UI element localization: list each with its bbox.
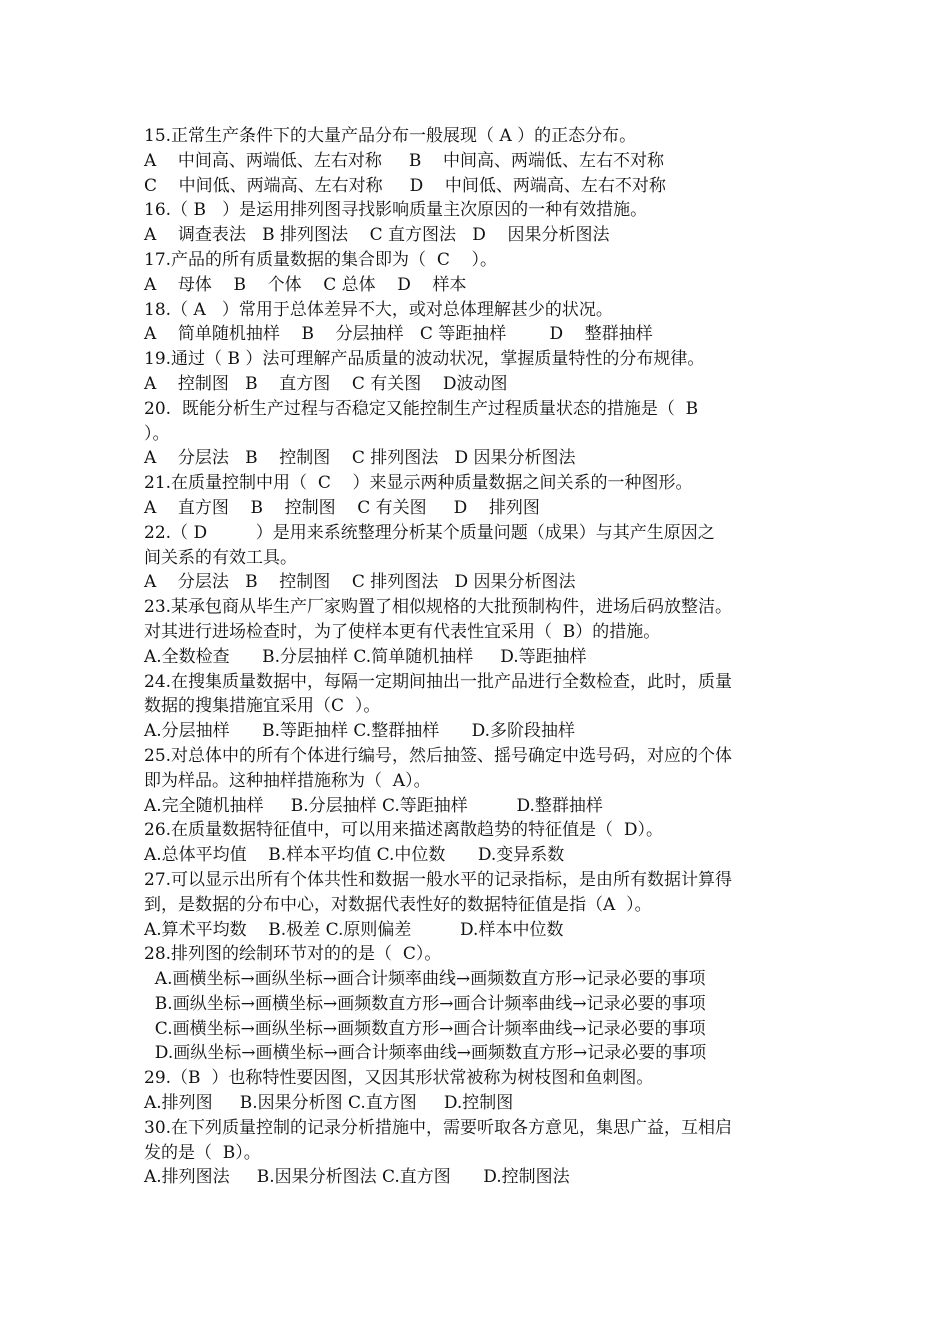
question-25-stem: 25.对总体中的所有个体进行编号，然后抽签、摇号确定中选号码，对应的个体: [144, 745, 733, 766]
question-15-stem: 15.正常生产条件下的大量产品分布一般展现（ A ）的正态分布。: [144, 126, 637, 146]
question-30-stem: 30.在下列质量控制的记录分析措施中，需要听取各方意见，集思广益，互相启: [144, 1117, 733, 1138]
question-21-stem: 21.在质量控制中用（ C ）来显示两种质量数据之间关系的一种图形。: [144, 473, 693, 494]
question-22-options: A 分层法 B 控制图 C 排列图法 D 因果分析图法: [144, 572, 576, 593]
question-19-stem: 19.通过（ B ）法可理解产品质量的波动状况，掌握质量特性的分布规律。: [144, 349, 705, 370]
question-23-stem: 23.某承包商从毕生产厂家购置了相似规格的大批预制构件，进场后码放整洁。: [144, 597, 733, 618]
question-20-stem-cont: ）。: [144, 423, 170, 444]
question-27-stem-cont: 到，是数据的分布中心，对数据代表性好的数据特征值是指（A ）。: [144, 894, 652, 915]
question-27-options: A.算术平均数 B.极差 C.原则偏差 D.样本中位数: [144, 919, 564, 940]
question-24-stem: 24.在搜集质量数据中，每隔一定期间抽出一批产品进行全数检查，此时，质量: [144, 671, 733, 692]
question-20-options: A 分层法 B 控制图 C 排列图法 D 因果分析图法: [144, 448, 576, 469]
question-16-stem: 16.（ B ）是运用排列图寻找影响质量主次原因的一种有效措施。: [144, 200, 648, 221]
question-28-option-c: C.画横坐标→画纵坐标→画频数直方形→画合计频率曲线→记录必要的事项: [144, 1018, 706, 1039]
question-21-options: A 直方图 B 控制图 C 有关图 D 排列图: [144, 497, 540, 518]
question-30-options: A.排列图法 B.因果分析图法 C.直方图 D.控制图法: [144, 1167, 570, 1188]
question-17-stem: 17.产品的所有质量数据的集合即为（ C ）。: [144, 249, 497, 270]
question-25-options: A.完全随机抽样 B.分层抽样 C.等距抽样 D.整群抽样: [144, 795, 603, 816]
question-23-options: A.全数检查 B.分层抽样 C.简单随机抽样 D.等距抽样: [144, 646, 587, 667]
document-body: [144, 124, 814, 1190]
question-24-options: A.分层抽样 B.等距抽样 C.整群抽样 D.多阶段抽样: [144, 721, 576, 742]
question-28-option-b: B.画纵坐标→画横坐标→画频数直方形→画合计频率曲线→记录必要的事项: [144, 993, 706, 1014]
question-26-stem: 26.在质量数据特征值中，可以用来描述离散趋势的特征值是（ D）。: [144, 820, 663, 841]
question-15-options-cd: C 中间低、两端高、左右对称 D 中间低、两端高、左右不对称: [144, 175, 666, 196]
question-22-stem: 22.（ D ）是用来系统整理分析某个质量问题（成果）与其产生原因之: [144, 522, 715, 543]
question-28-option-a: A.画横坐标→画纵坐标→画合计频率曲线→画频数直方形→记录必要的事项: [144, 969, 706, 990]
question-27-stem: 27.可以显示出所有个体共性和数据一般水平的记录指标，是由所有数据计算得: [144, 869, 733, 890]
question-29-options: A.排列图 B.因果分析图 C.直方图 D.控制图: [144, 1093, 514, 1114]
question-25-stem-cont: 即为样品。这种抽样措施称为（ A）。: [144, 770, 431, 791]
question-15-options-ab: A 中间高、两端低、左右对称 B 中间高、两端低、左右不对称: [144, 150, 665, 171]
question-30-stem-cont: 发的是（ B）。: [144, 1142, 261, 1163]
question-20-stem: 20. 既能分析生产过程与否稳定又能控制生产过程质量状态的措施是（ B: [144, 398, 699, 419]
question-28-option-d: D.画纵坐标→画横坐标→画合计频率曲线→画频数直方形→记录必要的事项: [144, 1043, 707, 1064]
question-22-stem-cont: 间关系的有效工具。: [144, 547, 297, 568]
question-16-options: A 调查表法 B 排列图法 C 直方图法 D 因果分析图法: [144, 225, 610, 246]
question-18-options: A 简单随机抽样 B 分层抽样 C 等距抽样 D 整群抽样: [144, 324, 653, 345]
question-18-stem: 18.（ A ）常用于总体差异不大，或对总体理解甚少的状况。: [144, 299, 613, 320]
question-19-options: A 控制图 B 直方图 C 有关图 D波动图: [144, 373, 508, 394]
question-24-stem-cont: 数据的搜集措施宜采用（C ）。: [144, 696, 381, 717]
question-23-stem-cont: 对其进行进场检查时，为了使样本更有代表性宜采用（ B）的措施。: [144, 621, 661, 642]
question-29-stem: 29.（B ）也称特性要因图，又因其形状常被称为树枝图和鱼刺图。: [144, 1068, 654, 1089]
question-26-options: A.总体平均值 B.样本平均值 C.中位数 D.变异系数: [144, 845, 565, 866]
question-17-options: A 母体 B 个体 C 总体 D 样本: [144, 274, 467, 295]
question-28-stem: 28.排列图的绘制环节对的的是（ C）。: [144, 944, 442, 965]
